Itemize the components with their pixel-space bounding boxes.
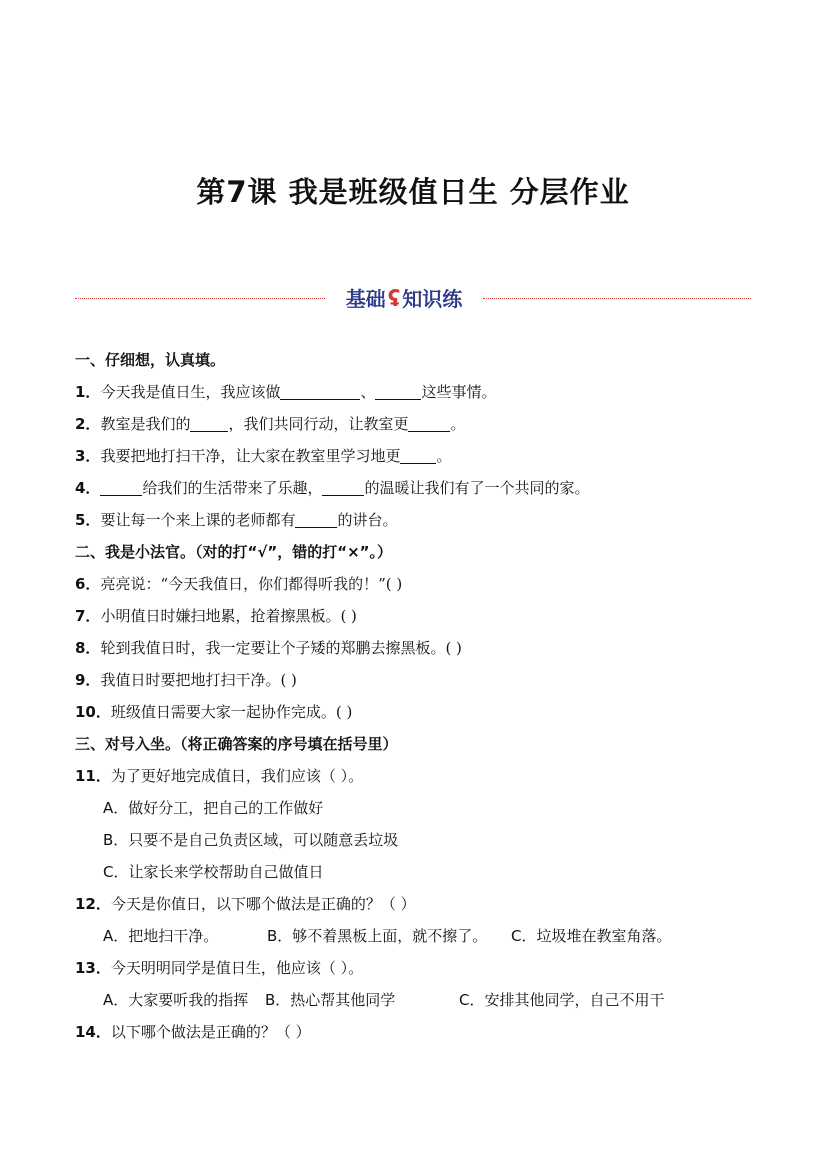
question-1 bbox=[75, 381, 496, 403]
question-text-part: 、 bbox=[360, 383, 376, 401]
question-14 bbox=[75, 1021, 311, 1043]
question-7 bbox=[75, 605, 357, 627]
option-text: 做好分工，把自己的工作做好 bbox=[128, 799, 324, 817]
option-text: 只要不是自己负责区域，可以随意丢垃圾 bbox=[128, 831, 399, 849]
option-letter: C． bbox=[459, 991, 485, 1009]
question-text-part: 这些事情。 bbox=[421, 383, 497, 401]
question-3 bbox=[75, 445, 451, 467]
question-text: 小明值日时嫌扫地累，抢着擦黑板。( ) bbox=[100, 607, 357, 625]
question-text: 以下哪个做法是正确的？（ ） bbox=[110, 1023, 311, 1041]
option-text: 把地扫干净。 bbox=[128, 927, 219, 945]
question-number: 2． bbox=[75, 415, 101, 433]
question-number: 14． bbox=[75, 1023, 111, 1041]
question-4 bbox=[75, 477, 589, 499]
question-8 bbox=[75, 637, 462, 659]
option-b[interactable] bbox=[103, 829, 398, 851]
option-letter: C． bbox=[511, 927, 537, 945]
option-text: 垃圾堆在教室角落。 bbox=[536, 927, 672, 945]
option-letter: B． bbox=[265, 991, 291, 1009]
answer-blank[interactable] bbox=[280, 383, 360, 400]
option-letter: A． bbox=[103, 991, 129, 1009]
banner-label bbox=[325, 284, 483, 314]
answer-blank[interactable] bbox=[295, 511, 337, 528]
question-text-part: 的温暖让我们有了一个共同的家。 bbox=[364, 479, 590, 497]
option-text: 热心帮其他同学 bbox=[290, 991, 396, 1009]
answer-blank[interactable] bbox=[190, 415, 228, 432]
option-letter: A． bbox=[103, 927, 129, 945]
question-2 bbox=[75, 413, 465, 435]
answer-blank[interactable] bbox=[408, 415, 450, 432]
option-text: 安排其他同学，自己不用干 bbox=[484, 991, 665, 1009]
answer-blank[interactable] bbox=[322, 479, 364, 496]
option-c[interactable] bbox=[103, 861, 324, 883]
question-10 bbox=[75, 701, 352, 723]
question-number: 9． bbox=[75, 671, 101, 689]
option-a[interactable] bbox=[103, 989, 248, 1011]
question-text: 今天明明同学是值日生，他应该（ ）。 bbox=[110, 959, 364, 977]
question-text-part: 今天我是值日生，我应该做 bbox=[100, 383, 281, 401]
question-number: 13． bbox=[75, 959, 111, 977]
question-11 bbox=[75, 765, 363, 787]
question-text-part: 教室是我们的 bbox=[100, 415, 191, 433]
question-text-part: 。 bbox=[436, 447, 452, 465]
banner-label-part1: 基础 bbox=[345, 287, 386, 311]
section-heading-3: 三、对号入坐。（将正确答案的序号填在括号里） bbox=[75, 735, 398, 753]
question-text: 今天是你值日，以下哪个做法是正确的？（ ） bbox=[110, 895, 416, 913]
question-text-part: ，我们共同行动，让教室更 bbox=[228, 415, 409, 433]
question-number: 12． bbox=[75, 895, 111, 913]
question-number: 8． bbox=[75, 639, 101, 657]
question-text-part: 的讲台。 bbox=[337, 511, 398, 529]
question-text-part: 。 bbox=[450, 415, 466, 433]
question-text: 班级值日需要大家一起协作完成。( ) bbox=[110, 703, 353, 721]
question-number: 11． bbox=[75, 767, 111, 785]
answer-blank[interactable] bbox=[100, 479, 142, 496]
question-number: 1． bbox=[75, 383, 101, 401]
question-13 bbox=[75, 957, 363, 979]
option-a[interactable] bbox=[103, 925, 218, 947]
question-number: 7． bbox=[75, 607, 101, 625]
option-letter: B． bbox=[267, 927, 293, 945]
option-text: 大家要听我的指挥 bbox=[128, 991, 249, 1009]
option-letter: C． bbox=[103, 863, 129, 881]
option-a[interactable] bbox=[103, 797, 323, 819]
question-5 bbox=[75, 509, 397, 531]
question-9 bbox=[75, 669, 297, 691]
question-number: 5． bbox=[75, 511, 101, 529]
question-text: 轮到我值日时，我一定要让个子矮的郑鹏去擦黑板。( ) bbox=[100, 639, 462, 657]
section-heading-2: 二、我是小法官。（对的打“√”，错的打“×”。） bbox=[75, 543, 393, 561]
question-number: 10． bbox=[75, 703, 111, 721]
section-banner bbox=[75, 284, 751, 314]
s-swirl-icon: ʢ bbox=[387, 287, 401, 312]
option-text: 够不着黑板上面，就不擦了。 bbox=[292, 927, 488, 945]
question-text: 我值日时要把地打扫干净。( ) bbox=[100, 671, 297, 689]
question-text-part: 我要把地打扫干净，让大家在教室里学习地更 bbox=[100, 447, 401, 465]
answer-blank[interactable] bbox=[400, 447, 436, 464]
option-b[interactable] bbox=[267, 925, 487, 947]
question-text-part: 给我们的生活带来了乐趣， bbox=[142, 479, 323, 497]
banner-divider-left bbox=[75, 298, 325, 299]
answer-blank[interactable] bbox=[375, 383, 421, 400]
option-c[interactable] bbox=[511, 925, 672, 947]
question-number: 4． bbox=[75, 479, 101, 497]
banner-label-part2: 知识练 bbox=[402, 287, 463, 311]
option-letter: A． bbox=[103, 799, 129, 817]
page-title: 第7课 我是班级值日生 分层作业 bbox=[196, 175, 630, 209]
question-6 bbox=[75, 573, 402, 595]
option-b[interactable] bbox=[265, 989, 395, 1011]
banner-divider-right bbox=[483, 298, 751, 299]
question-text: 为了更好地完成值日，我们应该（ ）。 bbox=[110, 767, 364, 785]
question-number: 6． bbox=[75, 575, 101, 593]
option-text: 让家长来学校帮助自己做值日 bbox=[128, 863, 324, 881]
option-c[interactable] bbox=[459, 989, 665, 1011]
option-letter: B． bbox=[103, 831, 129, 849]
section-heading-1: 一、仔细想，认真填。 bbox=[75, 351, 226, 369]
question-text-part: 要让每一个来上课的老师都有 bbox=[100, 511, 296, 529]
question-text: 亮亮说：“今天我值日，你们都得听我的！”( ) bbox=[100, 575, 403, 593]
question-number: 3． bbox=[75, 447, 101, 465]
question-12 bbox=[75, 893, 416, 915]
